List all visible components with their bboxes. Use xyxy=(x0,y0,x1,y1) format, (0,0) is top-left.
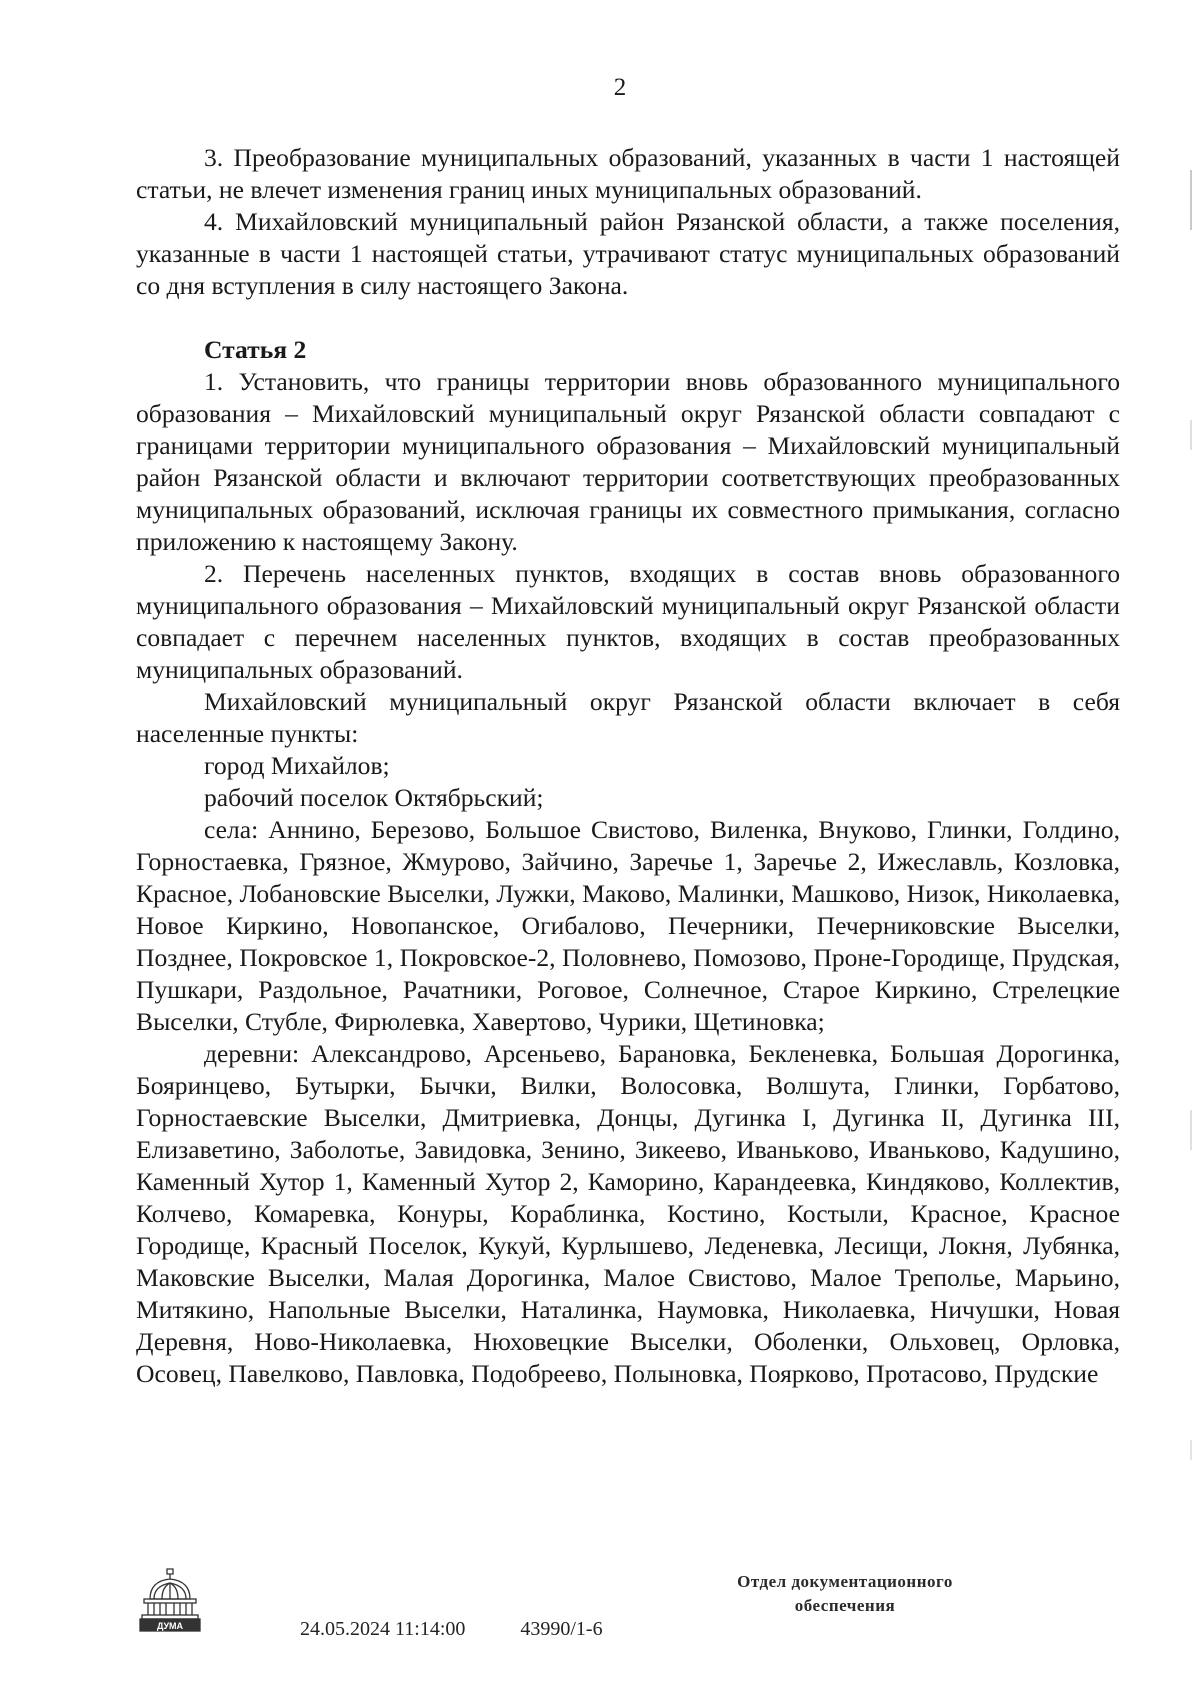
article-heading: Статья 2 xyxy=(204,335,307,364)
scan-margin-mark xyxy=(1190,1110,1192,1150)
logo-text: ДУМА xyxy=(156,1621,184,1631)
document-stamp xyxy=(300,1618,603,1641)
paragraph: деревни: Александрово, Арсеньево, Барановка, Бекленевка, Большая Дорогинка, Бояринцево, Бутырки, Бычки, Вилки, Волосовка, Волшута, Глинки, Горбатово, Горностаевские Выселки, Дмитриевка, Донцы, Дугинка I, Дугинка II, Дугинка III, Елизаветино, Заболотье, Завидовка, Зенино, Зикеево, Иванькoво, Иваньково, Кадушино, Каменный Хутор 1, Каменный Хутор 2, Каморино, Карандеевка, Киндяково, Коллектив, Колчево, Комаревка, Конуры, Кораблинка, Костино, Костыли, Красное, Красное Городище, Красный Поселок, Кукуй, Курлышево, Леденевка, Лесищи, Локня, Лубянка, Маковские Выселки, Малая Дорогинка, Малое Свистово, Малое Треполье, Марьино, Митякино, Напольные Выселки, Наталинка, Наумовка, Николаевка, Ничушки, Новая Деревня, Ново-Николаевка, Нюховецкие Выселки, Оболенки, Ольховец, Орловка, Осовец, Павелково, Павловка, Подобреево, Полыновка, Поярково, Протасово, Прудские xyxy=(136,1039,1120,1388)
paragraph: 3. Преобразование муниципальных образований, указанных в части 1 настоящей статьи, не влечет изменения границ иных муниципальных образований. xyxy=(136,143,1120,204)
paragraph: Михайловский муниципальный округ Рязанской области включает в себя населенные пункты: xyxy=(136,687,1120,748)
department-line-1: Отдел документационного xyxy=(737,1572,953,1591)
duma-building-icon xyxy=(138,1565,202,1635)
department-stamp xyxy=(700,1570,990,1618)
department-line-2: обеспечения xyxy=(794,1596,896,1615)
duma-logo xyxy=(138,1565,202,1635)
paragraph: 2. Перечень населенных пунктов, входящих в состав вновь образованного муниципального образования – Михайловский муниципальный округ Рязанской области совпадает с перечнем населенных пунктов, входящих в состав преобразованных муниципальных образований. xyxy=(136,559,1120,684)
paragraph: рабочий поселок Октябрьский; xyxy=(204,783,544,812)
paragraph: 1. Установить, что границы территории вновь образованного муниципального образования – Михайловский муниципальный округ Рязанской области совпадают с границами территории муниципального образования – Михайловский муниципальный район Рязанской области и включают территории соответствующих преобразованных муниципальных образований, исключая границы их совместного примыкания, согласно приложению к настоящему Закону. xyxy=(136,367,1120,556)
scan-margin-mark xyxy=(1190,420,1192,450)
scan-margin-mark xyxy=(1190,170,1192,230)
page-number: 2 xyxy=(613,74,627,101)
document-number: 43990/1-6 xyxy=(520,1618,603,1640)
scan-margin-mark xyxy=(1190,1440,1192,1460)
paragraph: села: Аннино, Березово, Большое Свистово, Виленка, Внуково, Глинки, Голдино, Горностаевка, Грязное, Жмурово, Зайчино, Заречье 1, Заречье 2, Ижеславль, Козловка, Красное, Лобановские Выселки, Лужки, Маково, Малинки, Машково, Низок, Николаевка, Новое Киркино, Новопанское, Огибалово, Печерники, Печерниковские Выселки, Позднее, Покровское 1, Покровское-2, Половнево, Помозово, Проне-Городище, Прудская, Пушкари, Раздольное, Рачатники, Роговое, Солнечное, Старое Киркино, Стрелецкие Выселки, Стубле, Фирюлевка, Хавертово, Чурики, Щетиновка; xyxy=(136,815,1120,1036)
document-body xyxy=(136,142,1120,1390)
paragraph: 4. Михайловский муниципальный район Рязанской области, а также поселения, указанные в части 1 настоящей статьи, утрачивают статус муниципальных образований со дня вступления в силу настоящего Закона. xyxy=(136,207,1120,300)
paragraph: город Михайлов; xyxy=(204,751,390,780)
document-date: 24.05.2024 11:14:00 xyxy=(300,1618,466,1640)
